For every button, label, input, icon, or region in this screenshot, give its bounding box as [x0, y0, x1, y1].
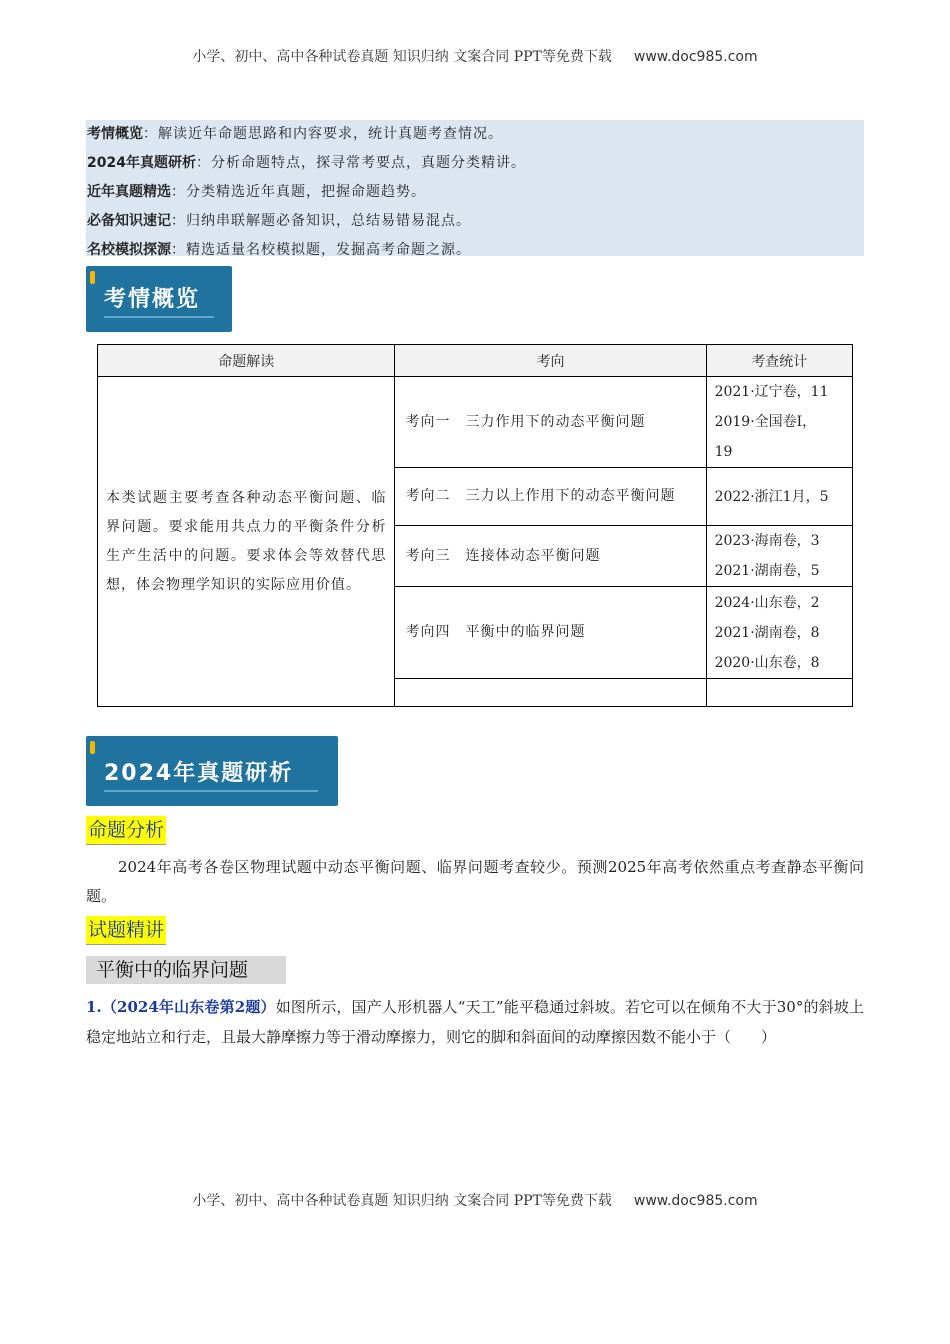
page-footer [0, 1190, 950, 1210]
exam-stats-table [97, 344, 853, 707]
header-url[interactable]: www.doc985.com [633, 49, 758, 65]
question-text: 如图所示，国产人形机器人“天工”能平稳通过斜坡。若它可以在倾角不大于30°的斜坡上稳定地站立和行走，且最大静摩擦力等于滑动摩擦力，则它的脚和斜面间的动摩擦因数不能小于（ ） [86, 998, 864, 1046]
stats-cell [706, 526, 852, 587]
stats-cell [706, 468, 852, 526]
page-header [0, 46, 950, 66]
intro-key: 2024年真题研析 [87, 155, 196, 171]
analysis-badge [86, 736, 338, 806]
badge-underline [104, 316, 214, 318]
header-text: 小学、初中、高中各种试卷真题 知识归纳 文案合同 PPT等免费下载 [192, 49, 612, 65]
analysis-paragraph: 2024年高考各卷区物理试题中动态平衡问题、临界问题考查较少。预测2025年高考依然重点考查静态平衡问题。 [86, 858, 864, 905]
question-number: 1. [86, 998, 102, 1016]
table-header: 考向 [395, 345, 706, 377]
stats-cell [706, 377, 852, 468]
intro-value: ：精选适量名校模拟题，发掘高考命题之源。 [171, 242, 471, 258]
interpretation-cell: 本类试题主要考查各种动态平衡问题、临界问题。要求能用共点力的平衡条件分析生产生活中的问题。要求体会等效替代思想，体会物理学知识的实际应用价值。 [98, 377, 395, 707]
question-source: （2024年山东卷第2题） [101, 998, 276, 1016]
stat-line: 2021·辽宁卷，11 [714, 384, 829, 400]
intro-value: ：分类精选近年真题，把握命题趋势。 [171, 184, 426, 200]
intro-value: ：解读近年命题思路和内容要求，统计真题考查情况。 [143, 126, 503, 142]
analysis-tag: 命题分析 [86, 816, 166, 845]
direction-cell: 考向三 连接体动态平衡问题 [395, 526, 706, 587]
table-row [98, 377, 853, 468]
empty-cell [706, 679, 852, 707]
footer-text: 小学、初中、高中各种试卷真题 知识归纳 文案合同 PPT等免费下载 [192, 1193, 612, 1209]
overview-badge-label: 考情概览 [104, 287, 201, 312]
stats-cell [706, 587, 852, 679]
intro-row [86, 149, 864, 178]
table-header-row [98, 345, 853, 377]
intro-value: ：归纳串联解题必备知识，总结易错易混点。 [171, 213, 471, 229]
intro-key: 考情概览 [87, 126, 143, 142]
stat-line: 2023·海南卷，3 [714, 533, 820, 549]
question-1 [86, 992, 864, 1052]
badge-tick-icon [90, 271, 95, 284]
intro-box [86, 120, 864, 256]
direction-cell: 考向四 平衡中的临界问题 [395, 587, 706, 679]
empty-cell [395, 679, 706, 707]
overview-badge [86, 266, 232, 332]
stat-line: 2021·湖南卷，8 [714, 624, 820, 641]
intro-key: 近年真题精选 [87, 184, 171, 200]
intro-row [86, 236, 864, 265]
section-title: 平衡中的临界问题 [86, 956, 286, 984]
footer-url[interactable]: www.doc985.com [633, 1193, 758, 1209]
badge-underline [104, 790, 318, 792]
stat-line: 2021·湖南卷，5 [714, 563, 820, 579]
stat-line: 2019·全国卷Ⅰ， [714, 414, 817, 430]
intro-key: 必备知识速记 [87, 213, 171, 229]
intro-row [86, 207, 864, 236]
stat-line: 2024·山东卷，2 [714, 594, 820, 611]
direction-cell: 考向二 三力以上作用下的动态平衡问题 [395, 468, 706, 526]
stat-line: 2022·浙江1月，5 [714, 488, 829, 505]
explain-tag: 试题精讲 [86, 916, 166, 945]
intro-row [86, 120, 864, 149]
stat-line: 19 [714, 444, 733, 460]
badge-tick-icon [90, 741, 95, 754]
intro-value: ：分析命题特点，探寻常考要点，真题分类精讲。 [195, 155, 526, 171]
intro-key: 名校模拟探源 [87, 242, 171, 258]
table-header: 命题解读 [98, 345, 395, 377]
analysis-badge-label: 2024年真题研析 [104, 761, 294, 786]
table-header: 考查统计 [706, 345, 852, 377]
direction-cell: 考向一 三力作用下的动态平衡问题 [395, 377, 706, 468]
stat-line: 2020·山东卷，8 [714, 654, 820, 671]
intro-row [86, 178, 864, 207]
